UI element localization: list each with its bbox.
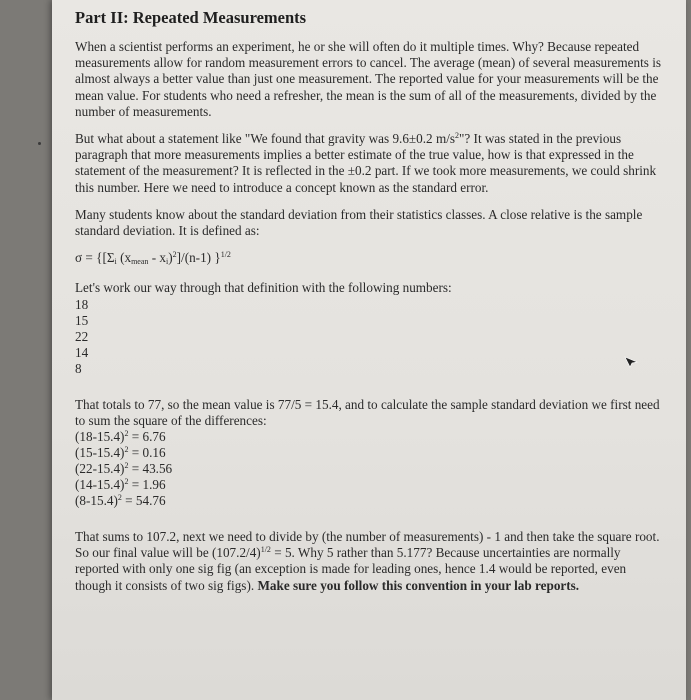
- paragraph-intro: When a scientist performs an experiment, he or she will often do it multiple times. Why? Because repeated measurements allow for random measurement errors to cancel. The average (mean) of several measurements is almost always a better value than just one measurement. The reported value for your measurements will be the mean value. For students who need a refresher, the mean is the sum of all of the measurements, divided by the number of measurements.: [75, 39, 661, 119]
- paragraph-conclusion: [75, 529, 665, 594]
- conclusion-emphasis: Make sure you follow this convention in your lab reports.: [257, 577, 580, 593]
- diff-result: = 0.16: [128, 445, 166, 461]
- diff-expression: (18-15.4): [75, 429, 125, 445]
- numbers-list: [75, 297, 665, 377]
- differences-list: [75, 429, 665, 509]
- list-item: [75, 461, 665, 477]
- list-item: 18: [75, 296, 89, 312]
- diff-result: = 54.76: [121, 493, 166, 509]
- paragraph-std-dev: Many students know about the standard deviation from their statistics classes. A close relative is the sample standard deviation. It is defined as:: [75, 206, 643, 239]
- diff-result: = 43.56: [128, 461, 173, 477]
- superscript: 2: [124, 477, 129, 487]
- formula-subscript: mean: [131, 257, 149, 267]
- diff-result: = 1.96: [128, 477, 166, 493]
- formula-part: ]/(n-1) }: [176, 250, 221, 266]
- formula-subscript: i: [166, 257, 169, 267]
- diff-expression: (8-15.4): [75, 493, 118, 509]
- mouse-pointer-icon: [624, 356, 638, 368]
- paragraph-gravity-text-1: But what about a statement like "We found that gravity was 9.6±0.2 m/s: [75, 131, 456, 147]
- paragraph-gravity-text-2: "? It was stated in the previous paragraph that more measurements implies a better estimate of the true value, how is that expressed in the statement of the measurement? It is reflected in the ±0.2 part. If we took more measurements, we could shrink this number. Here we need to introduce a concept known as the standard error.: [75, 131, 657, 195]
- diff-expression: (14-15.4): [75, 477, 125, 493]
- superscript: 1/2: [260, 545, 271, 555]
- conclusion-text-2: = 5. Why 5 rather than 5.177? Because uncertainties are normally reported with only one sig fig (an exception is made for leading ones, hence 1.4 would be reported, even though it consists of two sig figs).: [75, 545, 627, 593]
- formula-subscript: i: [114, 257, 117, 267]
- formula-part: ): [168, 250, 173, 266]
- list-item: [75, 493, 665, 509]
- diff-expression: (22-15.4): [75, 461, 125, 477]
- superscript: 2: [117, 493, 122, 503]
- list-item: 14: [75, 344, 89, 360]
- conclusion-text-1: That sums to 107.2, next we need to divide by (the number of measurements) - 1 and then take the square root. So our final value will be (107.2/4): [75, 529, 660, 561]
- formula-superscript: 1/2: [220, 250, 231, 260]
- document-page: [52, 0, 686, 700]
- diff-result: = 6.76: [128, 429, 166, 445]
- formula-part: σ = {[Σ: [75, 250, 115, 266]
- paragraph-mean: That totals to 77, so the mean value is 77/5 = 15.4, and to calculate the sample standard deviation we first need to sum the square of the differences:: [75, 396, 660, 428]
- section-title: Part II: Repeated Measurements: [75, 8, 307, 27]
- superscript: 2: [455, 131, 460, 141]
- margin-dot: [38, 142, 41, 145]
- formula-std-dev: [75, 250, 665, 266]
- formula-part: (x: [116, 250, 132, 266]
- paragraph-numbers-intro: Let's work our way through that definition with the following numbers:: [75, 280, 452, 296]
- superscript: 2: [124, 429, 129, 439]
- list-item: 15: [75, 312, 89, 328]
- list-item: [75, 429, 665, 445]
- formula-superscript: 2: [172, 250, 177, 260]
- list-item: 22: [75, 328, 89, 344]
- document-content: [75, 8, 665, 594]
- superscript: 2: [124, 461, 129, 471]
- list-item: [75, 477, 665, 493]
- diff-expression: (15-15.4): [75, 445, 125, 461]
- paragraph-gravity: [75, 131, 665, 196]
- formula-part: - x: [148, 250, 166, 266]
- list-item: 8: [75, 360, 82, 376]
- superscript: 2: [124, 445, 129, 455]
- list-item: [75, 445, 665, 461]
